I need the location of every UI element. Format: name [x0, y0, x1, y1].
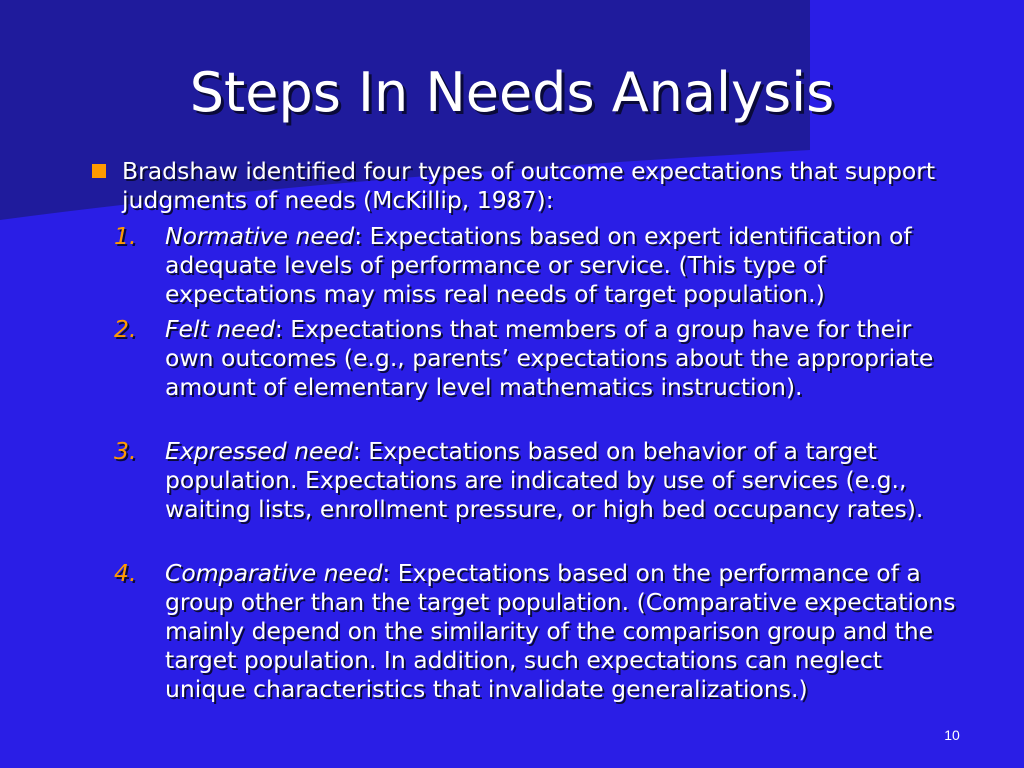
item-text — [165, 315, 965, 402]
item-number: 3. — [114, 437, 137, 465]
item-text — [165, 559, 965, 704]
intro-paragraph: Bradshaw identified four types of outcome expectations that support judgments of needs (McKillip, 1987): — [122, 157, 936, 214]
item-description: : Expectations that members of a group have for their own outcomes (e.g., parents’ expectations about the appropriate amount of elementary level mathematics instruction). — [165, 315, 934, 401]
item-number: 4. — [114, 559, 137, 587]
item-description: : Expectations based on behavior of a target population. Expectations are indicated by use of services (e.g., waiting lists, enrollment pressure, or high bed occupancy rates). — [165, 437, 924, 523]
item-number: 1. — [114, 222, 137, 250]
square-bullet-icon — [92, 164, 106, 178]
page-number: 10 — [944, 727, 960, 743]
item-text — [165, 222, 965, 309]
item-term: Expressed need — [165, 437, 353, 465]
item-number: 2. — [114, 315, 137, 343]
item-description: : Expectations based on expert identification of adequate levels of performance or service. (This type of expectations may miss real needs of target population.) — [165, 222, 912, 308]
item-term: Normative need — [165, 222, 355, 250]
slide-title: Steps In Needs Analysis — [189, 61, 835, 124]
item-text — [165, 437, 965, 524]
item-term: Comparative need — [165, 559, 383, 587]
item-term: Felt need — [165, 315, 275, 343]
item-description: : Expectations based on the performance of a group other than the target population. (Comparative expectations mainly depend on the similarity of the comparison group and the target population. In addition, such expectations can neglect unique characteristics that invalidate generalizations.) — [165, 559, 956, 703]
